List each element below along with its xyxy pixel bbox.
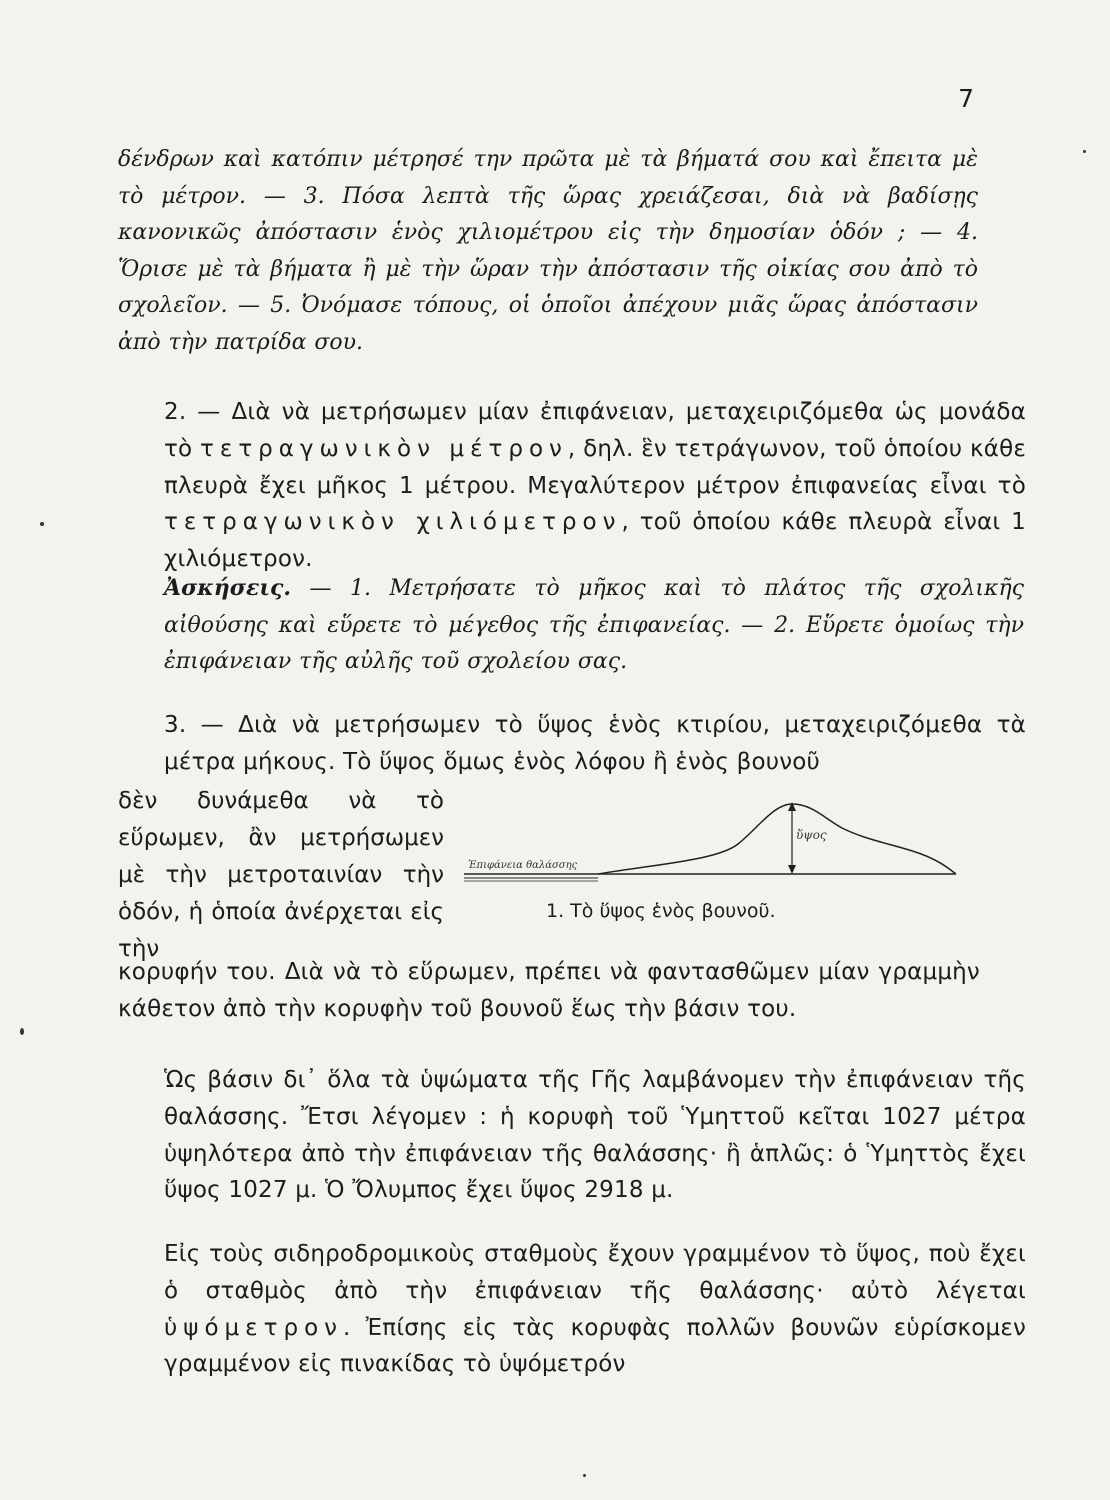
paper-speck bbox=[20, 1028, 24, 1035]
section-2-text-3: , τοῦ ὁποίου κάθε πλευρὰ εἶναι 1 χιλιόμετρον. bbox=[164, 509, 1026, 573]
stations-text-1: Εἰς τοὺς σιδηροδρομικοὺς σταθμοὺς ἔχουν γραμμένον τὸ ὕψος, ποὺ ἔχει ὁ σταθμὸς ἀπὸ τὴν ἐπιφάνειαν τῆς θαλάσσης· αὐτὸ λέγεται bbox=[164, 1241, 1026, 1304]
figure-caption: 1. Τὸ ὕψος ἑνὸς βουνοῦ. bbox=[546, 900, 776, 922]
section-2-paragraph bbox=[118, 394, 1026, 578]
section-3-top: 3. — Διὰ νὰ μετρήσωμεν τὸ ὕψος ἑνὸς κτιρίου, μεταχειριζόμεθα τὰ μέτρα μήκους. Τὸ ὕψος ὅμως ἑνὸς λόφου ἢ ἑνὸς βουνοῦ bbox=[164, 712, 1026, 775]
term-square-kilometer: τετραγωνικὸν χιλιόμετρον bbox=[164, 509, 622, 536]
section-3-narrow-column: δὲν δυνάμεθα νὰ τὸ εὕρωμεν, ἂν μετρήσωμεν μὲ τὴν μετροταινίαν τὴν ὁδόν, ἡ ὁποία ἀνέρχεται εἰς τὴν bbox=[118, 788, 444, 962]
height-label: ὕψος bbox=[796, 828, 827, 842]
paper-speck bbox=[40, 522, 44, 526]
stations-text-2: . Ἐπίσης εἰς τὰς κορυφὰς πολλῶν βουνῶν εὑρίσκομεν γραμμένον εἰς πινακίδας τὸ ὑψόμετρόν bbox=[164, 1314, 1026, 1378]
paragraph-sea-level-base: Ὡς βάσιν δι᾽ ὅλα τὰ ὑψώματα τῆς Γῆς λαμβάνομεν τὴν ἐπιφάνειαν τῆς θαλάσσης. Ἔτσι λέγομεν : ἡ κορυφὴ τοῦ Ὑμηττοῦ κεῖται 1027 μέτρα ὑψηλότερα ἀπὸ τὴν ἐπιφάνειαν τῆς θαλάσσης· ἢ ἁπλῶς: ὁ Ὑμηττὸς ἔχει ὕψος 1027 μ. Ὁ Ὄλυμπος ἔχει ὕψος 2918 μ. bbox=[164, 1067, 1026, 1204]
section-2-text-1: 2. — Διὰ νὰ μετρήσωμεν μίαν ἐπιφάνειαν, μεταχειριζόμεθα ὡς μονάδα τὸ bbox=[164, 399, 1026, 462]
term-square-meter: τετραγωνικὸν μέτρον bbox=[200, 435, 568, 462]
exercises-2-text: — 1. Μετρήσατε τὸ μῆκος καὶ τὸ πλάτος τῆς σχολικῆς αἰθούσης καὶ εὕρετε τὸ μέγεθος τῆς ἐπιφανείας. — 2. Εὕρετε ὁμοίως τὴν ἐπιφάνειαν τῆς αὐλῆς τοῦ σχολείου σας. bbox=[164, 576, 1024, 674]
section-2-text-2: , δηλ. ἓν τετράγωνον, τοῦ ὁποίου κάθε πλευρὰ ἔχει μῆκος 1 μέτρου. Μεγαλύτερον μέτρον ἐπιφανείας εἶναι τὸ bbox=[164, 435, 1026, 499]
exercises-label: Ἀσκήσεις. bbox=[164, 575, 292, 601]
section-3-bottom: κορυφήν του. Διὰ νὰ τὸ εὕρωμεν, πρέπει νὰ φαντασθῶμεν μίαν γραμμὴν κάθετον ἀπὸ τὴν κορυφὴν τοῦ βουνοῦ ἕως τὴν βάσιν του. bbox=[118, 959, 980, 1022]
mountain-outline bbox=[598, 804, 956, 874]
mountain-height-figure bbox=[458, 794, 958, 944]
sea-level-label: Ἐπιφάνεια θαλάσσης bbox=[468, 860, 578, 871]
paper-speck bbox=[1083, 150, 1086, 153]
paper-speck bbox=[583, 1474, 586, 1477]
paragraph-railway-stations bbox=[118, 1236, 1026, 1383]
term-altitude: ὑψόμετρον bbox=[164, 1314, 343, 1341]
page-number: 7 bbox=[958, 84, 974, 113]
exercises-section-2 bbox=[118, 570, 1024, 681]
height-arrow-bottom bbox=[788, 865, 796, 874]
exercises-continued: δένδρων καὶ κατόπιν μέτρησέ την πρῶτα μὲ τὰ βήματά σου καὶ ἔπειτα μὲ τὸ μέτρον. — 3. Πόσα λεπτὰ τῆς ὥρας χρειάζεσαι, διὰ νὰ βαδίσῃς κανονικῶς ἀπόστασιν ἑνὸς χιλιομέτρου εἰς τὴν δημοσίαν ὁδόν ; — 4. Ὅρισε μὲ τὰ βήματα ἢ μὲ τὴν ὥραν τὴν ἀπόστασιν τῆς οἰκίας σου ἀπὸ τὸ σχολεῖον. — 5. Ὀνόμασε τόπους, οἱ ὁποῖοι ἀπέχουν μιᾶς ὥρας ἀπόστασιν ἀπὸ τὴν πατρίδα σου. bbox=[118, 147, 978, 355]
